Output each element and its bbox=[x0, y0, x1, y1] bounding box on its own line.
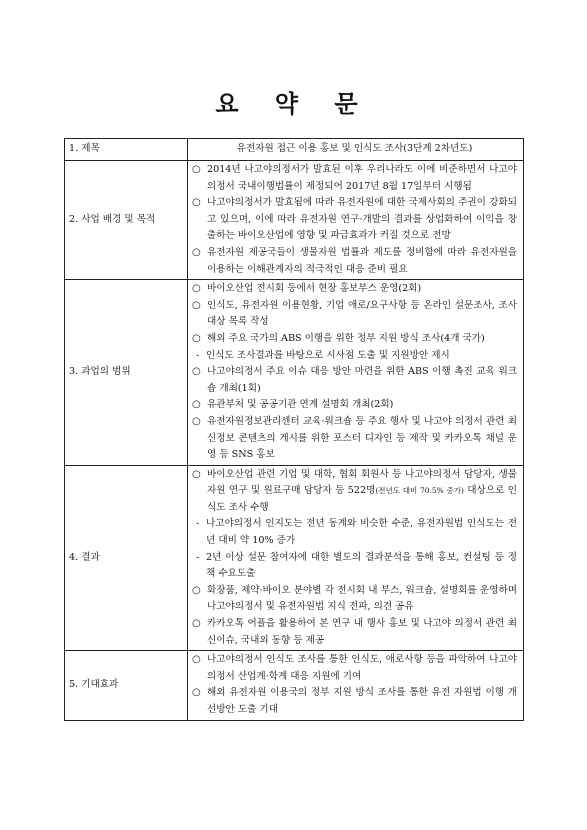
effects-content bbox=[188, 651, 524, 720]
table-row-results bbox=[65, 465, 524, 651]
circle-bullet-icon: ○ bbox=[192, 246, 201, 258]
circle-bullet-icon: ○ bbox=[192, 584, 201, 596]
circle-bullet-icon: ○ bbox=[192, 283, 201, 295]
project-title-value: 유전자원 접근 이용 홍보 및 인식도 조사(3단계 2차년도) bbox=[188, 139, 524, 161]
list-item: ○ 인식도, 유전자원 이용현황, 기업 애로/요구사항 등 온라인 설문조사, 조사대상 목록 작성 bbox=[192, 298, 517, 331]
table-row-background bbox=[65, 161, 524, 280]
circle-bullet-icon: ○ bbox=[192, 164, 201, 175]
list-item: ○ 나고야의정서 주요 이슈 대응 방안 마련을 위한 ABS 이행 촉진 교육 워크숍 개최(1회) bbox=[192, 364, 517, 397]
table-row-scope bbox=[65, 280, 524, 466]
list-item: ○ 유관부처 및 공공기관 연계 설명회 개최(2회) bbox=[192, 397, 517, 414]
circle-bullet-icon: ○ bbox=[192, 618, 201, 630]
row-label-scope: 3. 과업의 범위 bbox=[65, 280, 188, 466]
circle-bullet-icon: ○ bbox=[192, 415, 201, 427]
dash-bullet-icon: - bbox=[196, 518, 200, 530]
background-content bbox=[188, 161, 524, 280]
table-row-effects bbox=[65, 651, 524, 720]
page-title: 요 약 문 bbox=[215, 89, 372, 118]
list-item: ○ 나고야의정서가 발효됨에 따라 유전자원에 대한 국제사회의 주권이 강화되고 있으며, 이에 따라 유전자원 연구·개발의 결과를 상업화하여 이익을 창출하는 바이오산업에 영향 및 파급효과가 커질 것으로 전망 bbox=[192, 195, 517, 245]
summary-table bbox=[64, 138, 524, 721]
circle-bullet-icon: ○ bbox=[192, 654, 201, 666]
list-item: ○ 유전자원정보관리센터 교육·워크숍 등 주요 행사 및 나고야 의정서 관련 최신정보 콘텐츠의 게시를 위한 포스터 디자인 등 제작 및 카카오톡 채널 운영 등 SNS 홍보 bbox=[192, 414, 517, 464]
list-item: ○ 해외 주요 국가의 ABS 이행을 위한 정부 지원 방식 조사(4개 국가) bbox=[192, 331, 517, 348]
list-item: - 인식도 조사결과를 바탕으로 시사점 도출 및 지원방안 제시 bbox=[192, 348, 517, 365]
circle-bullet-icon: ○ bbox=[192, 399, 201, 411]
circle-bullet-icon: ○ bbox=[192, 197, 201, 209]
list-item: ○ 유전자원 제공국들이 생물자원 법률과 제도를 정비함에 따라 유전자원을 이용하는 이해관계자의 적극적인 대응 준비 필요 bbox=[192, 245, 517, 278]
dash-bullet-icon: - bbox=[196, 349, 200, 361]
increase-note: (전년도 대비 70.5% 증가) bbox=[375, 486, 464, 496]
list-item: - 나고야의정서 인지도는 전년 동계와 비슷한 수준, 유전자원법 인식도는 전년 대비 약 10% 증가 bbox=[192, 516, 517, 549]
row-label-title: 1. 제목 bbox=[65, 139, 188, 161]
list-item: - 2년 이상 설문 참여자에 대한 별도의 결과분석을 통해 홍보, 컨설팅 등 정책 수요도출 bbox=[192, 550, 517, 583]
row-label-results: 4. 결과 bbox=[65, 465, 188, 651]
list-item: ○ 바이오산업 전시회 등에서 현장 홍보부스 운영(2회) bbox=[192, 281, 517, 298]
list-item: ○ 2014년 나고야의정서가 발효된 이후 우리나라도 이에 비준하면서 나고야의정서 국내이행법률이 제정되어 2017년 8월 17일부터 시행됨 bbox=[192, 162, 517, 195]
circle-bullet-icon: ○ bbox=[192, 332, 201, 344]
list-item: ○ 바이오산업 관련 기업 및 대학, 협회 회원사 등 나고야의정서 담당자, 생물자원 연구 및 원료구매 담당자 등 522명(전년도 대비 70.5% 증가) 대상으로 인식도 조사 수행 bbox=[192, 467, 517, 517]
circle-bullet-icon: ○ bbox=[192, 366, 201, 378]
list-item: ○ 나고야의정서 인식도 조사를 통한 인식도, 애로사항 등을 파악하여 나고야의정서 산업계·학계 대응 지원에 기여 bbox=[192, 652, 517, 685]
table-row-title bbox=[65, 139, 524, 161]
list-item: ○ 카카오톡 어플을 활용하여 본 연구 내 행사 홍보 및 나고야 의정서 관련 최신이슈, 국내외 동향 등 제공 bbox=[192, 616, 517, 649]
list-item: ○ 해외 유전자원 이용국의 정부 지원 방식 조사를 통한 유전 자원법 이행 개선방안 도출 기대 bbox=[192, 685, 517, 718]
dash-bullet-icon: - bbox=[196, 551, 200, 563]
row-label-background: 2. 사업 배경 및 목적 bbox=[65, 161, 188, 280]
list-item: ○ 화장품, 제약·바이오 분야별 각 전시회 내 부스, 워크숍, 설명회를 운영하며 나고야의정서 및 유전자원법 지식 전파, 의견 공유 bbox=[192, 583, 517, 616]
results-content bbox=[188, 465, 524, 651]
scope-content bbox=[188, 280, 524, 466]
circle-bullet-icon: ○ bbox=[192, 468, 201, 480]
row-label-effects: 5. 기대효과 bbox=[65, 651, 188, 720]
circle-bullet-icon: ○ bbox=[192, 299, 201, 311]
circle-bullet-icon: ○ bbox=[192, 687, 201, 699]
